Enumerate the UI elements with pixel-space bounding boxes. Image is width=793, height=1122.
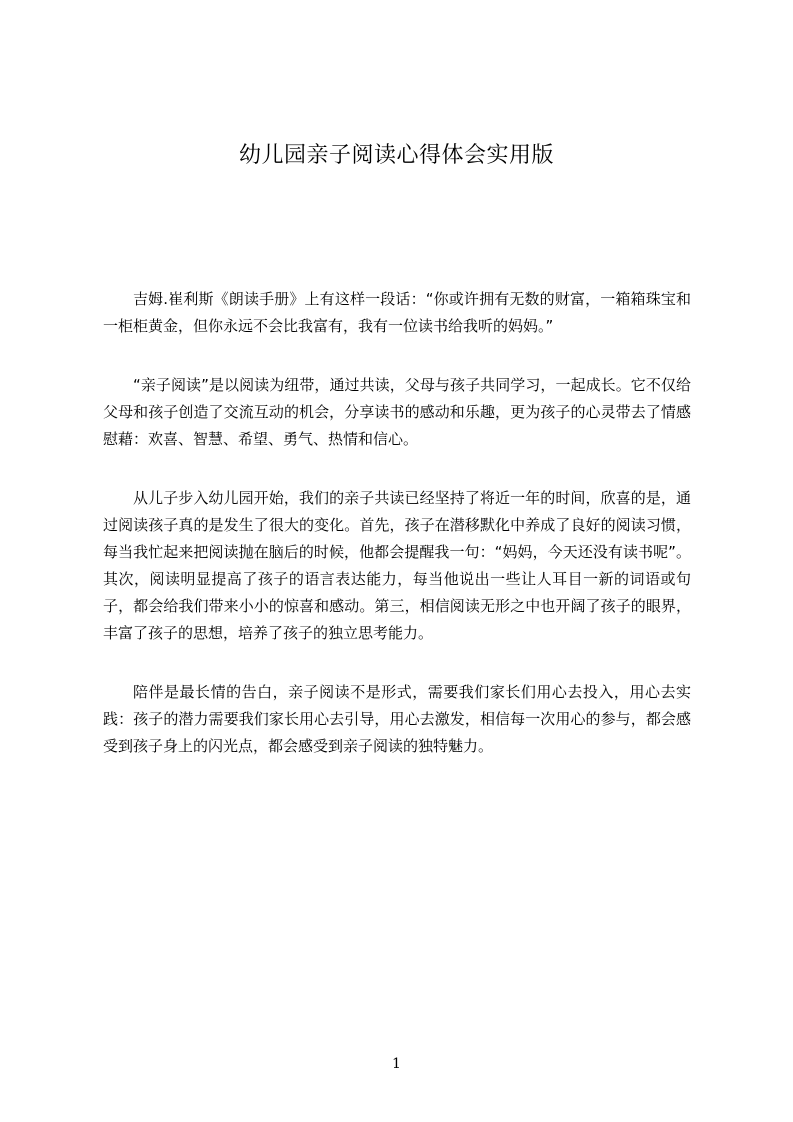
paragraph-experience: 从儿子步入幼儿园开始，我们的亲子共读已经坚持了将近一年的时间，欣喜的是，通过阅读孩子真的是发生了很大的变化。首先，孩子在潜移默化中养成了良好的阅读习惯，每当我忙起来把阅读抛在脑后的时候，他都会提醒我一句：“妈妈，今天还没有读书呢”。其次，阅读明显提高了孩子的语言表达能力，每当他说出一些让人耳目一新的词语或句子，都会给我们带来小小的惊喜和感动。第三，相信阅读无形之中也开阔了孩子的眼界，丰富了孩子的思想，培养了孩子的独立思考能力。 <box>103 489 691 642</box>
paragraph-quote: 吉姆.崔利斯《朗读手册》上有这样一段话：“你或许拥有无数的财富，一箱箱珠宝和一柜柜黄金，但你永远不会比我富有，我有一位读书给我听的妈妈。” <box>103 290 691 335</box>
paragraph-definition: “亲子阅读”是以阅读为纽带，通过共读，父母与孩子共同学习，一起成长。它不仅给父母和孩子创造了交流互动的机会，分享读书的感动和乐趣，更为孩子的心灵带去了情感慰藉：欢喜、智慧、希望、勇气、热情和信心。 <box>103 376 691 448</box>
document-body <box>103 286 691 792</box>
page-number: 1 <box>392 1056 401 1072</box>
paragraph-conclusion: 陪伴是最长情的告白，亲子阅读不是形式，需要我们家长们用心去投入，用心去实践：孩子的潜力需要我们家长用心去引导，用心去激发，相信每一次用心的参与，都会感受到孩子身上的闪光点，都会感受到亲子阅读的独特魅力。 <box>103 683 691 755</box>
page-title: 幼儿园亲子阅读心得体会实用版 <box>238 143 554 168</box>
